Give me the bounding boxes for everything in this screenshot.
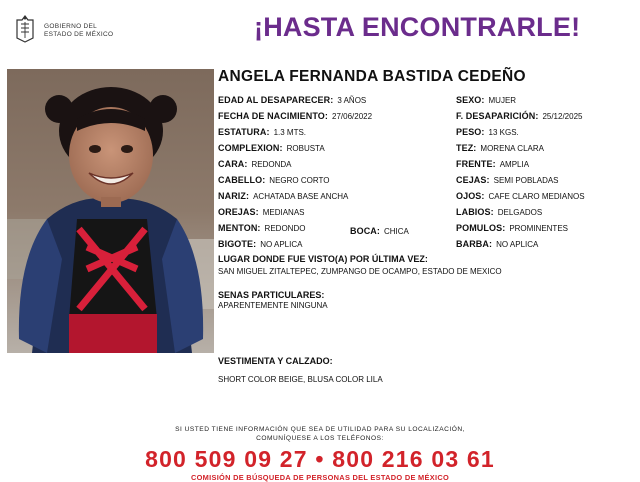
person-photo <box>7 69 214 353</box>
state-emblem-icon <box>14 14 36 44</box>
cheekbones-label: POMULOS: <box>456 223 506 233</box>
government-logo <box>8 14 118 50</box>
age-label: EDAD AL DESAPARECER: <box>218 95 334 105</box>
mouth-field <box>350 226 409 237</box>
complexion-value: MORENA CLARA <box>480 144 544 153</box>
age-field <box>218 95 366 106</box>
weight-label: PESO: <box>456 127 485 137</box>
beard-value: NO APLICA <box>496 240 539 249</box>
headline: ¡HASTA ENCONTRARLE! <box>254 12 581 42</box>
forehead-field <box>456 159 529 170</box>
person-name: ANGELA FERNANDA BASTIDA CEDEÑO <box>218 68 526 85</box>
person-details <box>218 95 636 255</box>
eyebrows-label: CEJAS: <box>456 175 490 185</box>
chin-label: MENTON: <box>218 223 261 233</box>
contact-note-line-2: COMUNÍQUESE A LOS TELÉFONOS: <box>256 435 384 442</box>
complexion-field <box>456 143 544 154</box>
beard-label: BARBA: <box>456 239 493 249</box>
birth-date-value: 27/06/2022 <box>332 112 373 121</box>
cheekbones-field <box>456 223 568 234</box>
sex-label: SEXO: <box>456 95 485 105</box>
cheekbones-value: PROMINENTES <box>509 224 568 233</box>
lips-value: DELGADOS <box>497 208 543 217</box>
commission-name: COMISIÓN DE BÚSQUEDA DE PERSONAS DEL ESTADO DE MÉXICO <box>190 473 450 482</box>
eyes-field <box>456 191 585 202</box>
face-value: REDONDA <box>251 160 292 169</box>
eyes-label: OJOS: <box>456 191 485 201</box>
logo-line-2: ESTADO DE MÉXICO <box>44 31 114 38</box>
build-field <box>218 143 325 154</box>
build-label: COMPLEXION: <box>218 143 283 153</box>
ears-value: MEDIANAS <box>262 208 305 217</box>
ears-label: OREJAS: <box>218 207 259 217</box>
forehead-value: AMPLIA <box>499 160 530 169</box>
nose-field <box>218 191 348 202</box>
sex-field <box>456 95 516 106</box>
height-label: ESTATURA: <box>218 127 270 137</box>
face-label: CARA: <box>218 159 248 169</box>
mouth-label: BOCA: <box>350 226 380 236</box>
birth-date-label: FECHA DE NACIMIENTO: <box>218 111 328 121</box>
beard-field <box>456 239 538 250</box>
nose-value: ACHATADA BASE ANCHA <box>253 192 349 201</box>
mustache-label: BIGOTE: <box>218 239 257 249</box>
phone-number-2[interactable]: 800 216 03 61 <box>332 446 495 472</box>
complexion-label: TEZ: <box>456 143 477 153</box>
last-seen-label: LUGAR DONDE FUE VISTO(A) POR ÚLTIMA VEZ: <box>218 254 428 264</box>
eyes-value: CAFE CLARO MEDIANOS <box>488 192 585 201</box>
hair-value: NEGRO CORTO <box>269 176 330 185</box>
lips-field <box>456 207 542 218</box>
hair-label: CABELLO: <box>218 175 266 185</box>
build-value: ROBUSTA <box>286 144 325 153</box>
phone-separator: • <box>315 446 325 472</box>
ears-field <box>218 207 305 218</box>
marks-value: APARENTEMENTE NINGUNA <box>218 301 328 310</box>
clothing-value: SHORT COLOR BEIGE, BLUSA COLOR LILA <box>218 375 383 384</box>
phone-number-1[interactable]: 800 509 09 27 <box>145 446 308 472</box>
sex-value: MUJER <box>488 96 517 105</box>
person-photo-image <box>7 69 214 353</box>
forehead-label: FRENTE: <box>456 159 496 169</box>
lips-label: LABIOS: <box>456 207 494 217</box>
clothing-label: VESTIMENTA Y CALZADO: <box>218 356 333 366</box>
nose-label: NARIZ: <box>218 191 250 201</box>
age-value: 3 AÑOS <box>337 96 367 105</box>
mustache-field <box>218 239 302 250</box>
height-value: 1.3 MTS. <box>273 128 307 137</box>
chin-value: REDONDO <box>264 224 306 233</box>
mustache-value: NO APLICA <box>260 240 303 249</box>
disappearance-date-value: 25/12/2025 <box>542 112 583 121</box>
eyebrows-value: SEMI POBLADAS <box>493 176 559 185</box>
hair-field <box>218 175 329 186</box>
height-field <box>218 127 306 138</box>
face-field <box>218 159 292 170</box>
weight-value: 13 KGS. <box>488 128 519 137</box>
chin-field <box>218 223 305 234</box>
disappearance-date-field <box>456 111 582 122</box>
phone-numbers <box>0 446 640 473</box>
last-seen-value: SAN MIGUEL ZITALTEPEC, ZUMPANGO DE OCAMPO, ESTADO DE MEXICO <box>218 267 502 276</box>
logo-line-1: GOBIERNO DEL <box>44 23 98 30</box>
disappearance-date-label: F. DESAPARICIÓN: <box>456 111 539 121</box>
logo-text <box>44 23 113 39</box>
contact-note-line-1: SI USTED TIENE INFORMACIÓN QUE SEA DE UTILIDAD PARA SU LOCALIZACIÓN, <box>175 426 465 433</box>
eyebrows-field <box>456 175 559 186</box>
marks-label: SENAS PARTICULARES: <box>218 290 325 300</box>
weight-field <box>456 127 519 138</box>
mouth-value: CHICA <box>384 227 409 236</box>
birth-date-field <box>218 111 372 122</box>
